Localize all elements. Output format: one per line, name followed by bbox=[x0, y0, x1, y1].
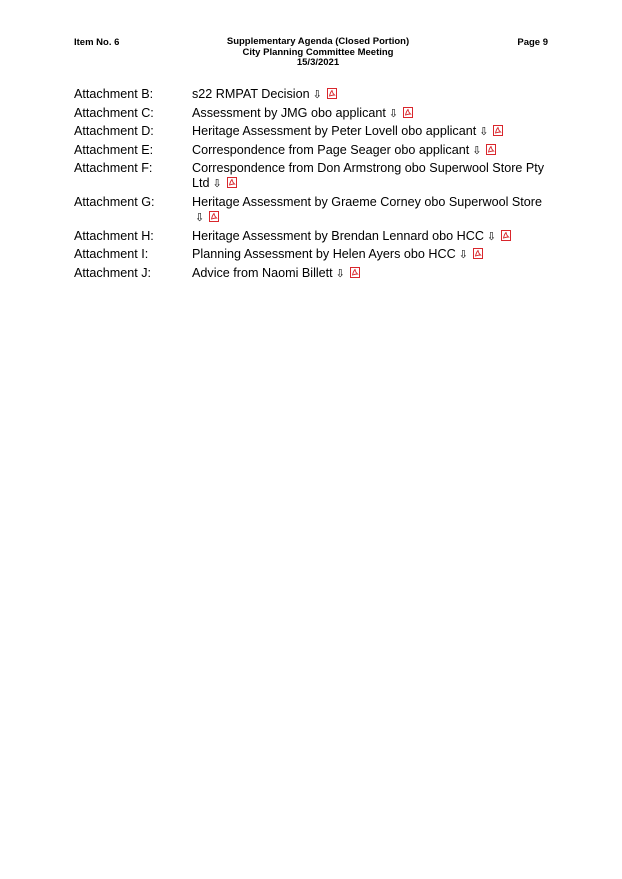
item-number: Item No. 6 bbox=[74, 37, 120, 48]
attachment-title: s22 RMPAT Decision bbox=[192, 87, 310, 101]
page-header bbox=[0, 37, 622, 73]
attachment-row bbox=[74, 124, 554, 140]
attachment-title: Planning Assessment by Helen Ayers obo HCC bbox=[192, 247, 456, 262]
download-arrow-icon[interactable]: ⇩ bbox=[479, 126, 489, 139]
attachment-title: Heritage Assessment by Graeme Corney obo Superwool Store bbox=[192, 194, 542, 209]
pdf-icon[interactable] bbox=[486, 144, 496, 155]
pdf-icon[interactable] bbox=[403, 107, 413, 118]
attachment-row bbox=[74, 247, 554, 263]
attachment-row bbox=[74, 143, 554, 159]
attachment-label: Attachment F: bbox=[74, 161, 153, 176]
attachment-row bbox=[74, 266, 554, 282]
download-arrow-icon[interactable]: ⇩ bbox=[388, 107, 399, 120]
meeting-title bbox=[200, 37, 436, 69]
attachment-row bbox=[74, 106, 554, 122]
attachment-row bbox=[74, 195, 554, 226]
attachment-list bbox=[74, 87, 554, 284]
attachment-title: Correspondence from Page Seager obo applicant bbox=[192, 142, 470, 157]
meeting-title-line-1: Supplementary Agenda (Closed Portion) bbox=[226, 36, 410, 47]
meeting-title-line-2: City Planning Committee Meeting bbox=[242, 46, 394, 58]
attachment-label: Attachment B: bbox=[74, 87, 154, 101]
pdf-icon[interactable] bbox=[209, 211, 219, 222]
attachment-label: Attachment C: bbox=[74, 105, 154, 120]
attachment-label: Attachment E: bbox=[74, 142, 154, 157]
attachment-label: Attachment D: bbox=[74, 124, 154, 139]
attachment-title: Heritage Assessment by Brendan Lennard obo HCC bbox=[192, 228, 484, 243]
pdf-icon[interactable] bbox=[327, 88, 337, 99]
download-arrow-icon[interactable]: ⇩ bbox=[312, 89, 322, 101]
attachment-label: Attachment G: bbox=[74, 194, 155, 209]
page-number: Page 9 bbox=[517, 37, 548, 48]
attachment-title: Assessment by JMG obo applicant bbox=[192, 105, 386, 120]
attachment-label: Attachment J: bbox=[74, 265, 151, 280]
pdf-icon[interactable] bbox=[473, 248, 483, 259]
download-arrow-icon[interactable]: ⇩ bbox=[458, 249, 468, 262]
download-arrow-icon[interactable]: ⇩ bbox=[195, 211, 205, 224]
attachment-label: Attachment I: bbox=[74, 247, 149, 262]
attachment-label: Attachment H: bbox=[74, 228, 154, 243]
pdf-icon[interactable] bbox=[501, 230, 511, 241]
attachment-row bbox=[74, 161, 554, 192]
attachment-title: Heritage Assessment by Peter Lovell obo applicant bbox=[192, 124, 477, 139]
download-arrow-icon[interactable]: ⇩ bbox=[335, 267, 345, 280]
pdf-icon[interactable] bbox=[227, 177, 237, 188]
download-arrow-icon[interactable]: ⇩ bbox=[212, 178, 222, 191]
download-arrow-icon[interactable]: ⇩ bbox=[486, 230, 497, 243]
meeting-date: 15/3/2021 bbox=[296, 57, 340, 69]
attachment-row bbox=[74, 229, 554, 245]
pdf-icon[interactable] bbox=[350, 267, 360, 278]
attachment-title: Correspondence from Don Armstrong obo Superwool Store Pty Ltd bbox=[192, 161, 545, 191]
download-arrow-icon[interactable]: ⇩ bbox=[472, 144, 482, 157]
attachment-title: Advice from Naomi Billett bbox=[192, 265, 333, 280]
pdf-icon[interactable] bbox=[493, 125, 503, 136]
attachment-row bbox=[74, 87, 554, 103]
